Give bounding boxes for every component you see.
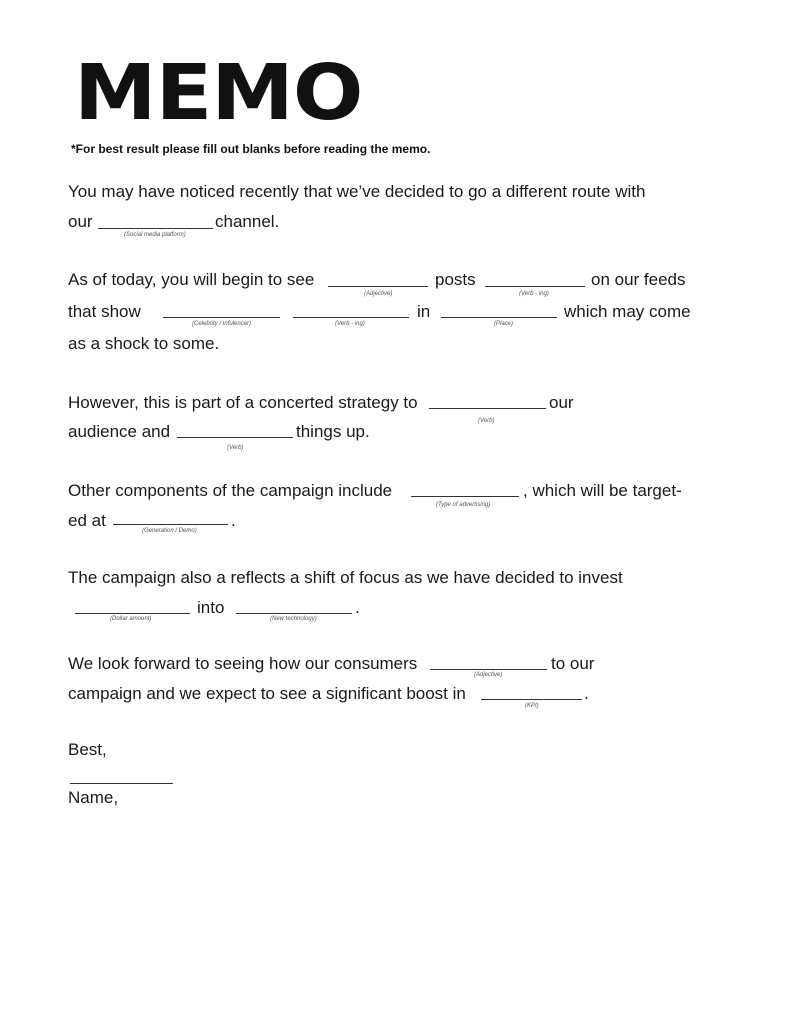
p5-campaign-shift: The campaign also a reflects a shift of focus as we have decided to invest	[68, 568, 623, 587]
blank-kpi[interactable]	[481, 699, 582, 700]
p5-period: .	[355, 598, 360, 617]
blank-generation-demo[interactable]	[113, 524, 228, 525]
p3-our: our	[549, 393, 574, 412]
p2-as-of-today: As of today, you will begin to see	[68, 270, 315, 289]
p1-our: our	[68, 212, 93, 231]
hint-adjective-2: (Adjective)	[474, 672, 503, 678]
hint-verb-1: (Verb)	[478, 418, 495, 424]
hint-verb-2: (Verb)	[227, 445, 244, 451]
hint-social-media-platform: (Social media platform)	[124, 232, 186, 238]
p2-on-our-feeds: on our feeds	[591, 270, 686, 289]
blank-verb-ing-2[interactable]	[293, 317, 409, 318]
hint-verb-ing-1: (Verb - ing)	[519, 291, 549, 297]
p2-shock: as a shock to some.	[68, 334, 220, 353]
p6-campaign-boost: campaign and we expect to see a significant boost in	[68, 684, 466, 703]
blank-verb-1[interactable]	[429, 408, 546, 409]
p6-to-our: to our	[551, 654, 595, 673]
hint-place: (Place)	[494, 321, 514, 327]
p4-ed-at: ed at	[68, 511, 106, 530]
hint-verb-ing-2: (Verb - ing)	[335, 321, 365, 327]
hint-celebrity: (Celebrity / Infulencer)	[192, 321, 252, 327]
blank-dollar-amount[interactable]	[75, 613, 190, 614]
closing-name: Name,	[68, 788, 119, 807]
p4-which-will-be-target: , which will be target-	[523, 481, 682, 500]
p4-period: .	[231, 511, 236, 530]
hint-dollar-amount: (Dollar amount)	[110, 616, 152, 622]
p1-line1: You may have noticed recently that we’ve decided to go a different route with	[68, 182, 646, 201]
p6-look-forward: We look forward to seeing how our consumers	[68, 654, 418, 673]
hint-new-technology: (New technology)	[270, 616, 317, 622]
blank-type-of-advertising[interactable]	[411, 496, 519, 497]
p1-channel: channel.	[215, 212, 280, 231]
hint-type-of-advertising: (Type of advertising)	[436, 502, 491, 508]
p2-in: in	[417, 302, 431, 321]
blank-verb-ing-1[interactable]	[485, 286, 585, 287]
blank-new-technology[interactable]	[236, 613, 352, 614]
closing-best: Best,	[68, 740, 107, 759]
p3-things-up: things up.	[296, 422, 370, 441]
p2-which-may-come: which may come	[564, 302, 691, 321]
blank-celebrity[interactable]	[163, 317, 280, 318]
blank-verb-2[interactable]	[177, 437, 293, 438]
hint-adjective-1: (Adjective)	[364, 291, 393, 297]
blank-place[interactable]	[441, 317, 557, 318]
p5-into: into	[197, 598, 225, 617]
p2-that-show: that show	[68, 302, 141, 321]
blank-adjective-2[interactable]	[430, 669, 547, 670]
blank-signature[interactable]	[70, 783, 173, 784]
blank-adjective-1[interactable]	[328, 286, 428, 287]
p4-other-components: Other components of the campaign include	[68, 481, 393, 500]
hint-kpi: (KPI)	[525, 703, 539, 709]
p2-posts: posts	[435, 270, 476, 289]
instruction-note: *For best result please fill out blanks before reading the memo.	[71, 142, 431, 156]
p6-period: .	[584, 684, 589, 703]
blank-social-media-platform[interactable]	[98, 228, 213, 229]
hint-generation-demo: (Generation / Demo)	[142, 528, 197, 534]
memo-title: MEMO	[74, 48, 363, 138]
p3-however: However, this is part of a concerted strategy to	[68, 393, 418, 412]
p3-audience-and: audience and	[68, 422, 171, 441]
